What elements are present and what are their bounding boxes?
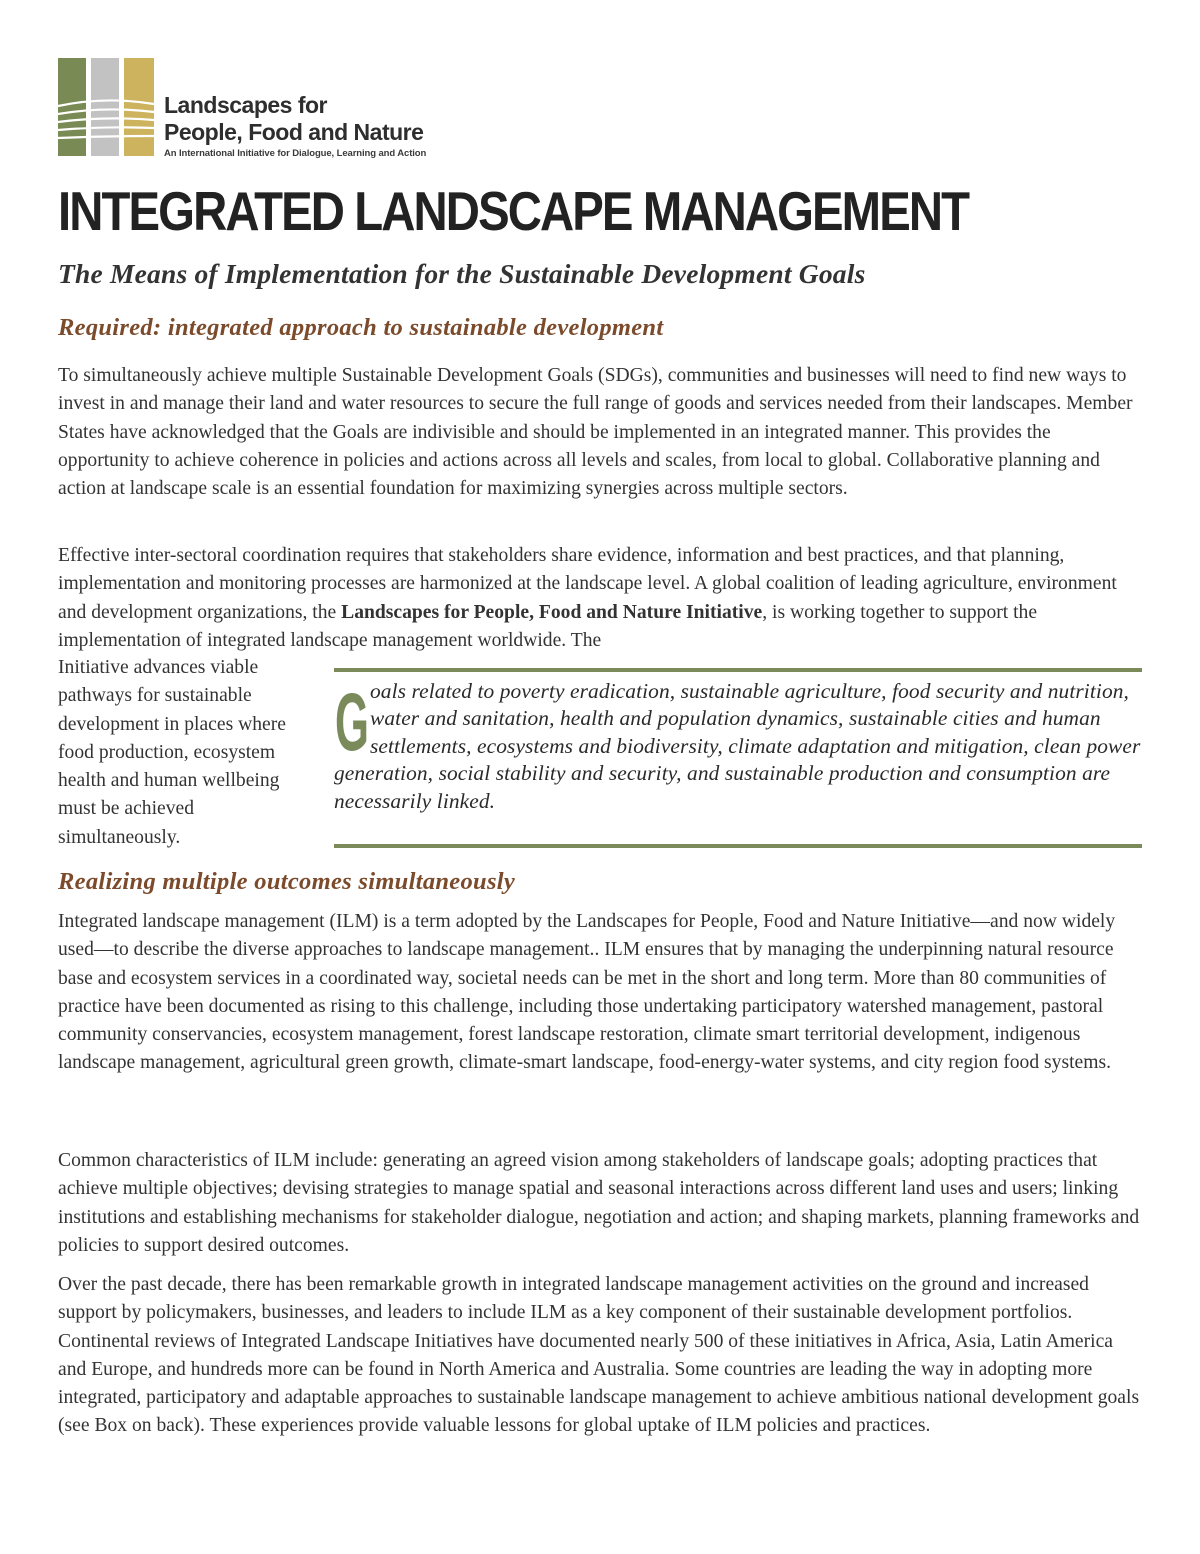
pull-quote	[334, 668, 1142, 848]
paragraph-ilm-growth: Over the past decade, there has been remarkable growth in integrated landscape management activities on the ground and increased support by policymakers, businesses, and leaders to include ILM as a key component of their sustainable development portfolios. Continental reviews of Integrated Landscape Initiatives have documented nearly 500 of these initiatives in Africa, Asia, Latin America and Europe, and hundreds more can be found in North America and Australia. Some countries are leading the way in adopting more integrated, participatory and adaptable approaches to sustainable landscape management to achieve ambitious national development goals (see Box on back). These experiences provide valuable lessons for global uptake of ILM policies and practices.	[58, 1274, 1140, 1437]
logo-name-line2: People, Food and Nature	[164, 119, 424, 145]
paragraph-ilm-definition: Integrated landscape management (ILM) is a term adopted by the Landscapes for People, Food and Nature Initiative—and now widely used—to describe the diverse approaches to landscape management.. ILM ensures that by managing the underpinning natural resource base and ecosystem services in a coordinated way, societal needs can be met in the short and long term. More than 80 communities of practice have been documented as rising to this challenge, including those undertaking participatory watershed management, pastoral community conservancies, ecosystem management, forest landscape restoration, climate smart territorial development, indigenous landscape management, agricultural green growth, climate-smart landscape, food-energy-water systems, and city region food systems.	[58, 911, 1116, 1074]
pull-quote-text	[334, 678, 1142, 815]
drop-cap-letter: G	[335, 677, 369, 768]
paragraph-sdgs: To simultaneously achieve multiple Sustainable Development Goals (SDGs), communities and businesses will need to find new ways to invest in and manage their land and water resources to secure the full range of goods and services needed from their landscapes. Member States have acknowledged that the Goals are indivisible and should be implemented in an integrated manner. This provides the opportunity to achieve coherence in policies and actions across all levels and scales, from local to global. Collaborative planning and action at landscape scale is an essential foundation for maximizing synergies across multiple sectors.	[58, 365, 1133, 500]
section-heading-realizing: Realizing multiple outcomes simultaneously	[58, 868, 516, 895]
pull-quote-body: oals related to poverty eradication, sustainable agriculture, food security and nutrition, water and sanitation, health and population dynamics, sustainable cities and human settlements, ecosystems and biodiversity, climate adaptation and mitigation, clean power generation, social stability and security, and sustainable production and consumption are necessarily linked.	[334, 679, 1141, 813]
page-title: INTEGRATED LANDSCAPE MANAGEMENT	[58, 180, 969, 242]
logo-name-line1: Landscapes for	[164, 92, 327, 118]
logo-name	[164, 92, 423, 146]
logo-tagline: An International Initiative for Dialogue, Learning and Action	[164, 148, 427, 159]
section-heading-required: Required: integrated approach to sustainable development	[58, 314, 664, 341]
pull-quote-bottom-rule	[334, 844, 1142, 848]
pull-quote-top-rule	[334, 668, 1142, 672]
paragraph-coordination	[58, 542, 1144, 655]
initiative-name-bold: Landscapes for People, Food and Nature Initiative	[341, 601, 763, 623]
initiative-logo	[58, 58, 488, 162]
paragraph-coordination-part2: , is working together to support the implementation of integrated landscape management worldwide. The	[58, 601, 1038, 651]
page-subtitle: The Means of Implementation for the Sustainable Development Goals	[58, 258, 866, 289]
paragraph-initiative-side: Initiative advances viable pathways for sustainable development in places where food production, ecosystem health and human wellbeing must be achieved simultaneously.	[58, 657, 286, 848]
paragraph-coordination-part1: Effective inter-sectoral coordination requires that stakeholders share evidence, information and best practices, and that planning, implementation and monitoring processes are harmonized at the landscape level. A global coalition of leading agriculture, environment and development organizations, the	[58, 545, 1117, 623]
landscapes-logo-icon	[58, 58, 154, 156]
paragraph-ilm-characteristics: Common characteristics of ILM include: generating an agreed vision among stakeholders of landscape goals; adopting practices that achieve multiple objectives; devising strategies to manage spatial and seasonal interactions across different land uses and users; linking institutions and establishing mechanisms for stakeholder dialogue, negotiation and action; and shaping markets, planning frameworks and policies to support desired outcomes.	[58, 1150, 1140, 1256]
